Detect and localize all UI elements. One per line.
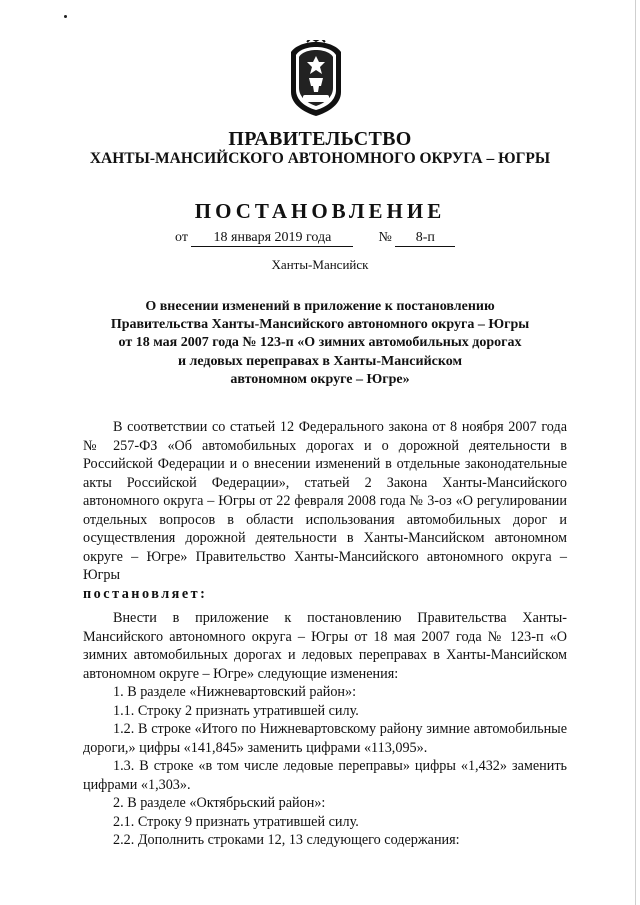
main-block bbox=[83, 609, 567, 850]
main-paragraph: Внести в приложение к постановлению Правительства Ханты-Мансийского автономного округа – Югры от 18 мая 2007 года № 123-п «О зимних автомобильных дорогах и ледовых переправах в Ханты-Мансийском автономном округе – Югре» следующие изменения: bbox=[83, 610, 567, 682]
subject-line: О внесении изменений в приложение к постановлению bbox=[145, 299, 495, 314]
document-date: 18 января 2019 года bbox=[191, 230, 353, 247]
document-subject bbox=[95, 298, 545, 389]
change-item: 1. В разделе «Нижневартовский район»: bbox=[113, 684, 357, 700]
city: Ханты-Мансийск bbox=[271, 257, 369, 272]
preamble-paragraph: В соответствии со статьей 12 Федерального закона от 8 ноября 2007 года № 257-ФЗ «Об автомобильных дорогах и о дорожной деятельности в Российской Федерации и о внесении изменений в отдельные законодательные акты Российской Федерации», статьей 2 Закона Ханты-Мансийского автономного округа – Югры от 22 февраля 2008 года № 3-оз «О регулировании отдельных вопросов в области использования автомобильных дорог и осуществления дорожной деятельности в Ханты-Мансийском автономном округе – Югре» Правительство Ханты-Мансийского автономного округа – Югры bbox=[83, 419, 567, 583]
document-type: ПОСТАНОВЛЕНИЕ bbox=[194, 199, 446, 223]
change-item: 1.3. В строке «в том числе ледовые переправы» цифры «1,432» заменить цифрами «1,303». bbox=[83, 758, 567, 793]
change-item: 2. В разделе «Октябрьский район»: bbox=[113, 795, 326, 811]
change-item: 1.1. Строку 2 признать утратившей силу. bbox=[113, 702, 359, 719]
subject-line: от 18 мая 2007 года № 123-п «О зимних автомобильных дорогах bbox=[118, 335, 522, 351]
change-item: 2.2. Дополнить строками 12, 13 следующего содержания: bbox=[113, 832, 460, 848]
scan-speck bbox=[64, 15, 67, 18]
change-item: 1.2. В строке «Итого по Нижневартовскому району зимние автомобильные дороги,» цифры «141,845» заменить цифрами «113,095». bbox=[83, 721, 567, 756]
subject-line: и ледовых переправах в Ханты-Мансийском bbox=[177, 353, 463, 369]
document-number: 8-п bbox=[395, 230, 455, 247]
date-number-line bbox=[175, 230, 455, 247]
number-prefix: № bbox=[378, 230, 392, 245]
change-item: 2.1. Строку 9 признать утратившей силу. bbox=[113, 813, 359, 830]
preamble-block bbox=[83, 418, 567, 603]
subject-line: Правительства Ханты-Мансийского автономного округа – Югры bbox=[110, 317, 530, 333]
government-region: ХАНТЫ-МАНСИЙСКОГО АВТОНОМНОГО ОКРУГА – ЮГРЫ bbox=[89, 150, 551, 167]
date-prefix: от bbox=[175, 230, 188, 245]
government-title: ПРАВИТЕЛЬСТВО bbox=[228, 128, 412, 150]
coat-of-arms-emblem bbox=[287, 40, 345, 118]
decides-word: постановляет: bbox=[83, 585, 208, 602]
subject-line: автономном округе – Югре» bbox=[230, 371, 410, 387]
